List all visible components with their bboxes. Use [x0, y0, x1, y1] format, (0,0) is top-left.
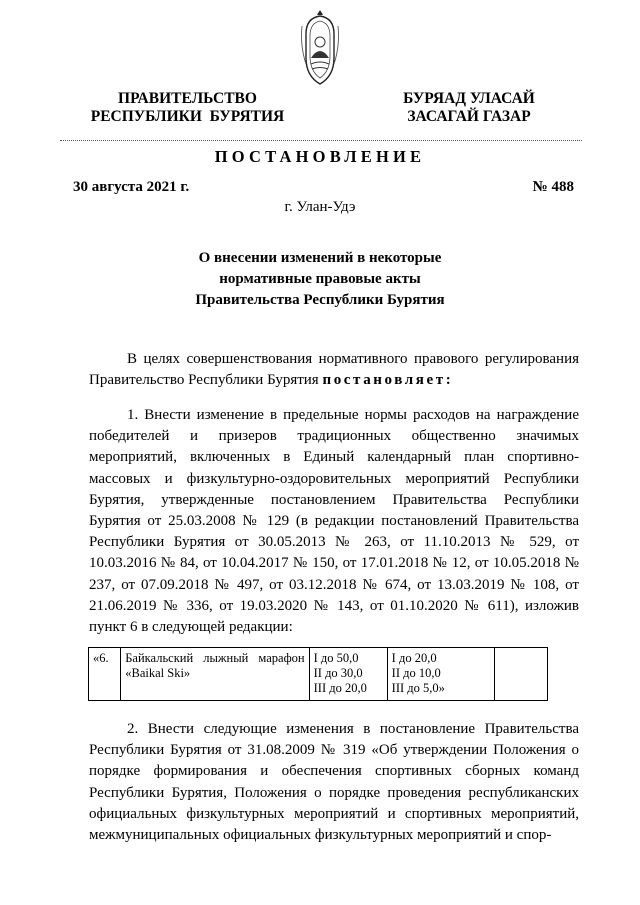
- norm-place-1: I до 50,0: [313, 651, 359, 665]
- item1-paragraph: 1. Внести изменение в предельные нормы расходов на награждение победителей и призеров традиционных общественно значимых мероприятий, включенных в Единый календарный план спортивно-массовых и физкультурно-оздоровительных мероприятий Республики Бурятия, утвержденные постановлением Правительства Республики Бурятия от 25.03.2008 № 129 (в редакции постановлений Правительства Республики Бурятия от 30.05.2013 № 263, от 11.10.2013 № 529, от 10.03.2016 № 84, от 10.04.2017 № 150, от 17.01.2018 № 12, от 10.05.2018 № 237, от 07.09.2018 № 497, от 03.12.2018 № 674, от 13.03.2019 № 108, от 21.06.2019 № 336, от 19.03.2020 № 143, от 01.10.2020 № 611), изложив пункт 6 в следующей редакции:: [89, 407, 579, 636]
- document-date: 30 августа 2021 г.: [73, 179, 190, 195]
- event-name: Байкальский лыжный марафон «Baikal Ski»: [121, 648, 309, 701]
- coat-of-arms-icon: [296, 6, 344, 92]
- header-right: [398, 90, 540, 126]
- preamble-text: В целях совершенствования нормативного правового регулирования Правительство Республики Бурятия: [89, 351, 579, 389]
- header-right-line2: ЗАСАГАЙ ГАЗАР: [407, 108, 531, 125]
- norm-place-1b: I до 20,0: [391, 651, 437, 665]
- norms-col3: [309, 648, 387, 701]
- norm-place-3b: III до 5,0»: [391, 681, 445, 695]
- decree-word: постановляет:: [322, 372, 454, 389]
- preamble-paragraph: [89, 349, 579, 391]
- item2-paragraph: 2. Внести следующие изменения в постановление Правительства Республики Бурятия от 31.08.2009 № 319 «Об утверждении Положения о порядке формирования и обеспечения спортивных сборных команд Республики Бурятия, Положения о порядке проведения республиканских официальных физкультурных мероприятий и спортивных мероприятий, межмуниципальных официальных физкультурных мероприятий и спор-: [89, 721, 579, 844]
- norms-col4: [387, 648, 494, 701]
- header-left-line1: ПРАВИТЕЛЬСТВО: [118, 90, 257, 107]
- norm-place-2b: II до 10,0: [391, 666, 441, 680]
- header-right-line1: БУРЯАД УЛАСАЙ: [403, 90, 535, 107]
- document-number: № 488: [532, 179, 574, 195]
- norms-table: [88, 647, 548, 701]
- norm-place-3: III до 20,0: [313, 681, 367, 695]
- header-left: [80, 90, 295, 126]
- norm-place-2: II до 30,0: [313, 666, 363, 680]
- empty-cell: [494, 648, 547, 701]
- document-type: ПОСТАНОВЛЕНИЕ: [214, 147, 426, 166]
- header-divider: [60, 140, 582, 141]
- subject-line2: нормативные правовые акты: [219, 271, 421, 287]
- subject-line1: О внесении изменений в некоторые: [198, 250, 442, 266]
- header-left-line2: РЕСПУБЛИКИ БУРЯТИЯ: [90, 108, 285, 125]
- subject-line3: Правительства Республики Бурятия: [195, 292, 445, 308]
- document-city: г. Улан-Удэ: [284, 199, 356, 215]
- table-row: [89, 648, 548, 701]
- row-number: «6.: [89, 648, 121, 701]
- document-subject: [160, 248, 480, 311]
